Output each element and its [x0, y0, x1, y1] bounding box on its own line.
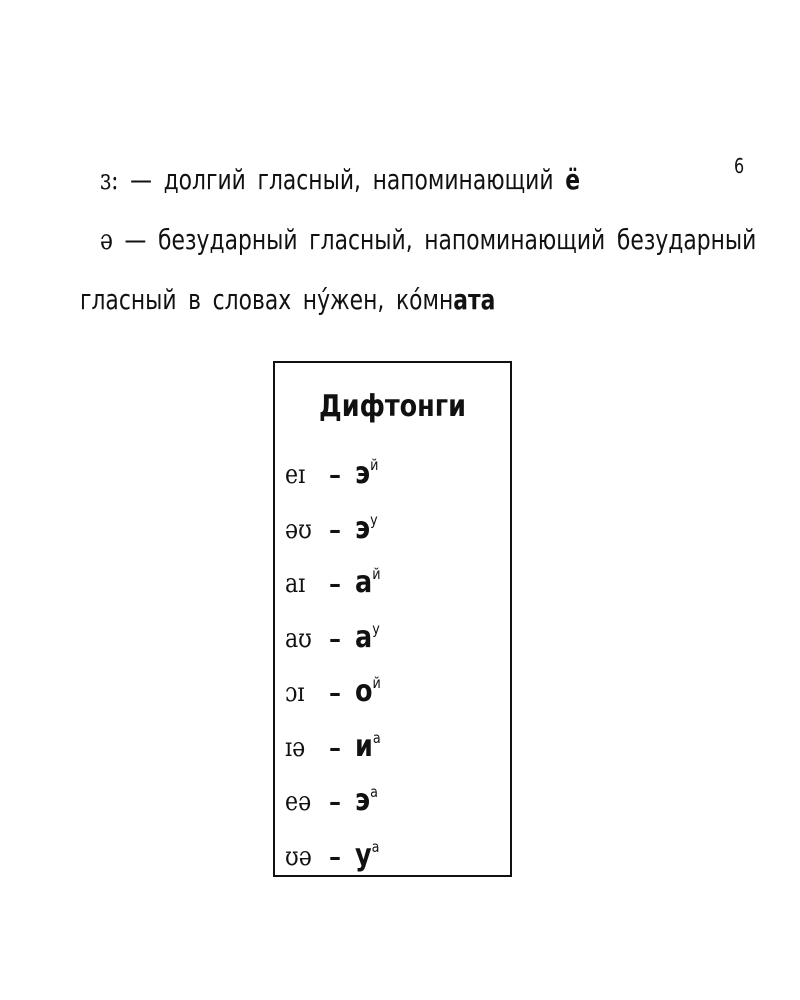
diphthong-row	[285, 443, 383, 491]
dash: —	[124, 223, 147, 256]
diphthong-superscript: у	[372, 619, 380, 638]
diphthong-russian-letter: у	[355, 837, 372, 873]
dash: –	[329, 733, 341, 762]
dash: –	[329, 461, 341, 489]
diphthong-ipa: ʊə	[285, 841, 312, 872]
diphthong-row	[285, 552, 385, 600]
diphthong-superscript: й	[370, 456, 379, 474]
paragraph-continuation	[80, 272, 495, 328]
diphthong-row	[285, 607, 384, 655]
page-number: 6	[734, 154, 745, 178]
diphthong-row	[285, 498, 382, 546]
diphthong-superscript: а	[372, 728, 381, 747]
dash: –	[329, 679, 341, 707]
diphthong-row	[285, 716, 385, 764]
diphthong-ipa: aʊ	[285, 623, 312, 654]
diphthong-ipa: eə	[285, 787, 312, 817]
paragraph-long-vowel	[100, 152, 580, 208]
diphthong-russian	[355, 661, 381, 714]
diphthong-row	[285, 661, 385, 709]
diphthong-row	[285, 770, 382, 818]
diphthong-ipa: əʊ	[285, 514, 312, 545]
ipa-symbol: ɜ:	[100, 163, 119, 196]
dash: –	[329, 842, 341, 871]
dash: –	[329, 788, 341, 816]
diphthong-superscript: у	[370, 510, 378, 529]
diphthong-russian-letter: а	[355, 619, 373, 655]
paragraph-text: долгий гласный, напоминающий	[163, 163, 554, 196]
ipa-symbol: ə	[100, 223, 113, 256]
emphasized-letter: ё	[565, 163, 581, 196]
dash: –	[329, 624, 341, 653]
paragraph-text: гласный в словах ну́жен, ко́мн	[80, 283, 454, 316]
diphthong-russian	[355, 443, 378, 496]
diphthong-russian	[355, 607, 380, 660]
diphthong-russian-letter: э	[355, 456, 371, 491]
diphthong-russian-letter: э	[355, 510, 371, 546]
diphthong-russian	[355, 498, 378, 551]
dash: –	[329, 570, 341, 598]
diphthong-superscript: а	[371, 837, 380, 856]
diphthong-russian	[355, 825, 379, 878]
diphthong-ipa: ɪə	[285, 732, 306, 763]
diphthong-russian-letter: а	[355, 565, 373, 600]
dash: –	[329, 515, 341, 544]
diphthong-superscript: а	[370, 783, 378, 801]
diphthong-ipa: aɪ	[285, 569, 306, 599]
diphthong-russian	[355, 716, 381, 769]
diphthong-superscript: й	[372, 674, 381, 692]
diphthong-russian	[355, 770, 378, 823]
diphthong-superscript: й	[372, 565, 381, 583]
diphthongs-title: Дифтонги	[319, 389, 466, 424]
dash: —	[130, 163, 152, 196]
paragraph-unstressed-vowel	[100, 212, 756, 268]
diphthong-russian	[355, 552, 381, 605]
diphthong-russian-letter: э	[355, 783, 371, 818]
paragraph-text: безударный гласный, напоминающий безударный	[158, 223, 757, 256]
diphthong-russian-letter: о	[355, 674, 373, 709]
diphthong-ipa: ɔɪ	[285, 678, 305, 708]
diphthong-russian-letter: и	[355, 728, 373, 764]
diphthong-row	[285, 825, 384, 873]
diphthongs-table	[273, 361, 512, 877]
emphasized-syllable: ата	[453, 283, 496, 316]
diphthong-ipa: eɪ	[285, 460, 306, 490]
